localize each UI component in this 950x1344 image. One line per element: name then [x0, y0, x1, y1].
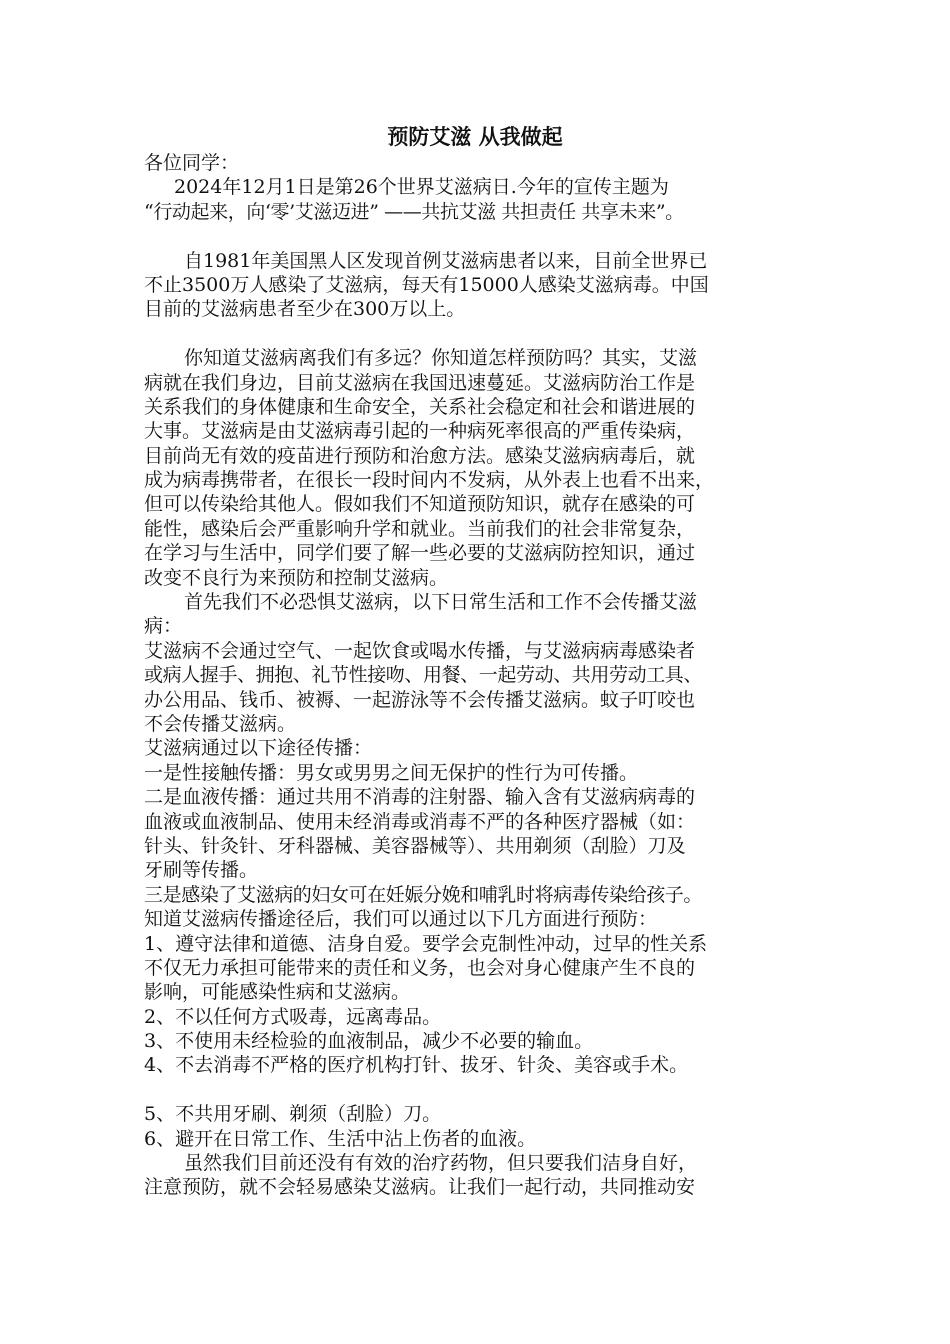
paragraph-line: 三是感染了艾滋病的妇女可在妊娠分娩和哺乳时将病毒传染给孩子。 [144, 883, 703, 906]
list-item: 3、不使用未经检验的血液制品，减少不必要的输血。 [144, 1030, 594, 1053]
paragraph-line: 病就在我们身边，目前艾滋病在我国迅速蔓延。艾滋病防治工作是 [144, 371, 696, 394]
paragraph-line: 在学习与生活中，同学们要了解一些必要的艾滋病防控知识，通过 [144, 542, 696, 565]
paragraph-line: 血液或血液制品、使用未经消毒或消毒不严的各种医疗器械（如： [144, 810, 696, 833]
paragraph-line: 2024年12月1日是第26个世界艾滋病日.今年的宣传主题为 [174, 176, 669, 199]
paragraph-line: 办公用品、钱币、被褥、一起游泳等不会传播艾滋病。蚊子叮咬也 [144, 688, 696, 711]
paragraph-gap [144, 322, 824, 346]
paragraph-line: 能性，感染后会严重影响升学和就业。当前我们的社会非常复杂， [144, 517, 696, 540]
paragraph-line: 艾滋病不会通过空气、一起饮食或喝水传播，与艾滋病病毒感染者 [144, 639, 696, 662]
paragraph-line: 自1981年美国黑人区发现首例艾滋病患者以来，目前全世界已 [184, 249, 708, 272]
list-item-continued: 不仅无力承担可能带来的责任和义务，也会对身心健康产生不良的 [144, 956, 696, 979]
paragraph-line: 二是血液传播：通过共用不消毒的注射器、输入含有艾滋病病毒的 [144, 786, 696, 809]
paragraph-line: 知道艾滋病传播途径后，我们可以通过以下几方面进行预防： [144, 908, 658, 931]
paragraph-line: 目前的艾滋病患者至少在300万以上。 [144, 298, 466, 321]
list-item: 1、遵守法律和道德、洁身自爱。要学会克制性冲动，过早的性关系 [144, 932, 708, 955]
paragraph-line: 关系我们的身体健康和生命安全，关系社会稳定和社会和谐进展的 [144, 395, 696, 418]
paragraph-line: 你知道艾滋病离我们有多远？你知道怎样预防吗？其实，艾滋 [184, 347, 698, 370]
paragraph-line: 大事。艾滋病是由艾滋病毒引起的一种病死率很高的严重传染病， [144, 420, 696, 443]
list-item: 4、不去消毒不严格的医疗机构打针、拔牙、针灸、美容或手术。 [144, 1054, 689, 1077]
paragraph-line: 病： [144, 615, 183, 638]
paragraph-line: 艾滋病通过以下途径传播： [144, 737, 373, 760]
paragraph-line: 首先我们不必恐惧艾滋病，以下日常生活和工作不会传播艾滋 [184, 591, 698, 614]
list-item: 5、不共用牙刷、剃须（刮脸）刀。 [144, 1103, 442, 1126]
paragraph-line: “行动起来，向‘零’艾滋迈进” ——共抗艾滋 共担责任 共享未来”。 [144, 200, 684, 223]
paragraph-gap [144, 1078, 824, 1102]
document-body [144, 151, 824, 1200]
paragraph-line: 目前尚无有效的疫苗进行预防和治愈方法。感染艾滋病病毒后，就 [144, 444, 696, 467]
paragraph-gap [144, 224, 824, 248]
paragraph-line: 不会传播艾滋病。 [144, 712, 297, 735]
paragraph-line: 成为病毒携带者，在很长一段时间内不发病，从外表上也看不出来， [144, 469, 715, 492]
paragraph-line: 一是性接触传播：男女或男男之间无保护的性行为可传播。 [144, 761, 639, 784]
document-title: 预防艾滋 从我做起 [387, 125, 563, 149]
paragraph-line: 虽然我们目前还没有有效的治疗药物，但只要我们洁身自好， [184, 1152, 698, 1175]
paragraph-line: 改变不良行为来预防和控制艾滋病。 [144, 566, 449, 589]
salutation: 各位同学： [144, 152, 240, 174]
paragraph-line: 不止3500万人感染了艾滋病，每天有15000人感染艾滋病毒。中国 [144, 273, 709, 296]
list-item: 2、不以任何方式吸毒，远离毒品。 [144, 1005, 442, 1028]
paragraph-line: 牙刷等传播。 [144, 859, 259, 882]
list-item-continued: 影响，可能感染性病和艾滋病。 [144, 981, 411, 1004]
paragraph-line: 注意预防，就不会轻易感染艾滋病。让我们一起行动，共同推动安 [144, 1176, 696, 1199]
paragraph-line: 针头、针灸针、牙科器械、美容器械等）、共用剃须（刮脸）刀及 [144, 834, 686, 857]
paragraph-line: 或病人握手、拥抱、礼节性接吻、用餐、一起劳动、共用劳动工具、 [144, 664, 703, 687]
list-item: 6、避开在日常工作、生活中沾上伤者的血液。 [144, 1127, 537, 1150]
paragraph-line: 但可以传染给其他人。假如我们不知道预防知识，就存在感染的可 [144, 493, 696, 516]
